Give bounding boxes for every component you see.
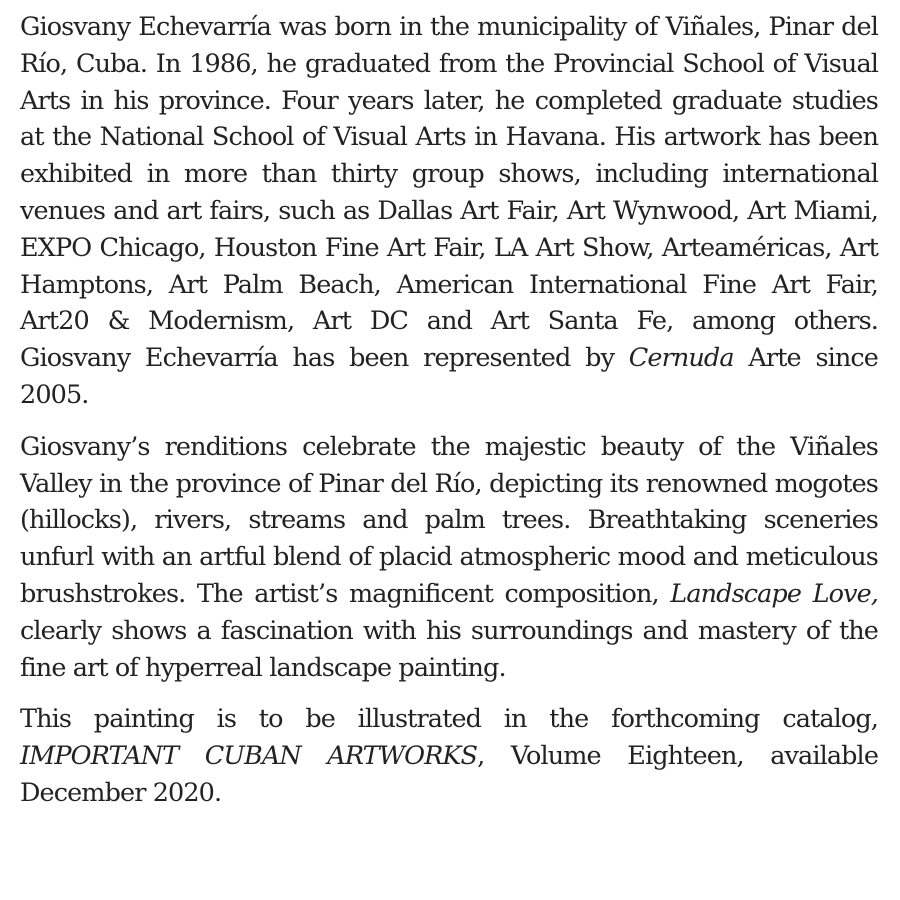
text-segment: Giosvany’s renditions celebrate the majestic beauty of the Viñales Valley in the province of Pinar del Río, depicting its renowned mogotes (hillocks), rivers, streams and palm trees. Breathtaking sceneries unfurl with an artful blend of placid atmospheric mood and meticulous brushstrokes. The artist’s magnificent composition, [20,431,878,609]
paragraph-renditions [20,429,878,687]
artwork-title-italic: Landscape Love, [670,578,878,609]
text-segment: This painting is to be illustrated in the forthcoming catalog, [20,704,878,735]
text-segment: clearly shows a fascination with his surroundings and mastery of the fine art of hyperreal landscape painting. [20,615,878,683]
artist-biography-document [20,9,878,827]
paragraph-catalog [20,701,878,811]
paragraph-biography [20,9,878,414]
text-segment: Giosvany Echevarría was born in the municipality of Viñales, Pinar del Río, Cuba. In 1986, he graduated from the Provincial School of Visual Arts in his province. Four years later, he completed graduate studies at the National School of Visual Arts in Havana. His artwork has been exhibited in more than thirty group shows, including international venues and art fairs, such as Dallas Art Fair, Art Wynwood, Art Miami, EXPO Chicago, Houston Fine Art Fair, LA Art Show, Arteaméricas, Art Hamptons, Art Palm Beach, American International Fine Art Fair, Art20 & Modernism, Art DC and Art Santa Fe, among others. Giosvany Echevarría has been represented by [20,12,878,374]
catalog-title-italic: IMPORTANT CUBAN ARTWORKS [20,741,478,772]
text-segment: , Volume Eighteen, available December 2020. [20,741,879,808]
gallery-name-italic: Cernuda [628,343,734,374]
text-segment: Arte since 2005. [20,343,878,410]
